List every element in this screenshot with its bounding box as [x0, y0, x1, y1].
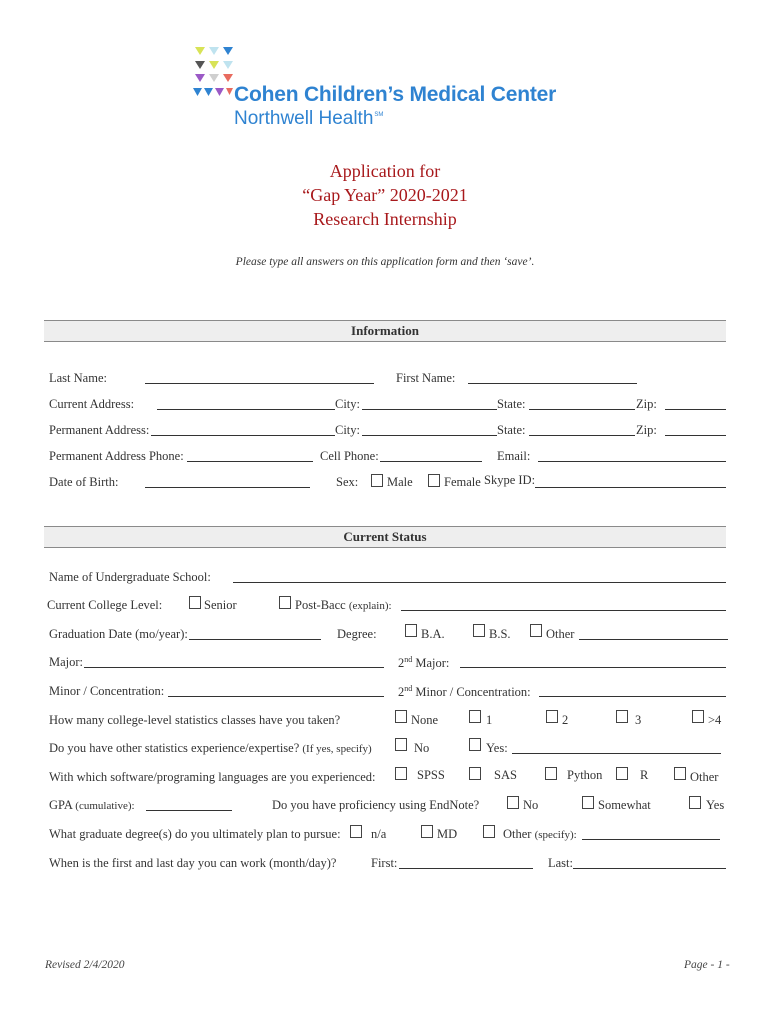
- current-state-label: State:: [497, 397, 526, 411]
- degree-na-label: n/a: [371, 827, 387, 841]
- other-software-label: Other: [690, 770, 719, 784]
- form-title-line2: “Gap Year” 2020-2021: [302, 185, 468, 205]
- stats-3-checkbox[interactable]: [616, 710, 628, 723]
- stats-2-label: 2: [562, 713, 569, 727]
- major-field[interactable]: [84, 667, 384, 668]
- degree-md-label: MD: [437, 827, 458, 841]
- sas-label: SAS: [494, 768, 517, 782]
- degree-other-label: Other (specify):: [503, 827, 577, 841]
- stats-none-checkbox[interactable]: [395, 710, 407, 723]
- r-label: R: [640, 768, 649, 782]
- current-zip-label: Zip:: [636, 397, 657, 411]
- stats-3-label: 3: [635, 713, 642, 727]
- endnote-no-checkbox[interactable]: [507, 796, 519, 809]
- form-title-line3: Research Internship: [313, 209, 457, 229]
- female-checkbox[interactable]: [428, 474, 440, 487]
- endnote-yes-label: Yes: [706, 798, 725, 812]
- other-degree-label: Other: [546, 627, 575, 641]
- sex-label: Sex:: [336, 475, 359, 489]
- skype-field[interactable]: [535, 487, 726, 488]
- second-major-field[interactable]: [460, 667, 726, 668]
- current-city-field[interactable]: [362, 409, 497, 410]
- school-label: Name of Undergraduate School:: [49, 570, 211, 584]
- endnote-somewhat-label: Somewhat: [598, 798, 651, 812]
- grad-date-field[interactable]: [189, 639, 321, 640]
- python-label: Python: [567, 768, 603, 782]
- page-number: Page - 1 -: [684, 959, 730, 971]
- dob-field[interactable]: [145, 487, 310, 488]
- stats-exp-yes-label: Yes:: [486, 741, 508, 755]
- gpa-label: GPA (cumulative):: [49, 798, 135, 812]
- degree-label: Degree:: [337, 627, 377, 641]
- work-days-question: When is the first and last day you can work (month/day)?: [49, 856, 337, 870]
- current-state-field[interactable]: [529, 409, 635, 410]
- major-label: Major:: [49, 655, 84, 669]
- sas-checkbox[interactable]: [469, 767, 481, 780]
- last-name-field[interactable]: [145, 383, 374, 384]
- endnote-somewhat-checkbox[interactable]: [582, 796, 594, 809]
- degree-other-checkbox[interactable]: [483, 825, 495, 838]
- other-degree-checkbox[interactable]: [530, 624, 542, 637]
- bs-label: B.S.: [489, 627, 511, 641]
- cell-phone-field[interactable]: [380, 461, 482, 462]
- endnote-yes-checkbox[interactable]: [689, 796, 701, 809]
- email-label: Email:: [497, 449, 531, 463]
- other-software-checkbox[interactable]: [674, 767, 686, 780]
- bs-checkbox[interactable]: [473, 624, 485, 637]
- skype-label: Skype ID:: [484, 473, 536, 487]
- second-major-label: 2nd Major:: [398, 655, 450, 671]
- logo-triangle-mark-icon: [193, 45, 233, 101]
- first-name-field[interactable]: [468, 383, 637, 384]
- last-day-label: Last:: [548, 856, 573, 870]
- permanent-zip-label: Zip:: [636, 423, 657, 437]
- female-label: Female: [444, 475, 481, 489]
- stats-exp-yes-field[interactable]: [512, 753, 721, 754]
- senior-checkbox[interactable]: [189, 596, 201, 609]
- current-address-field[interactable]: [157, 409, 335, 410]
- first-day-label: First:: [371, 856, 398, 870]
- permanent-phone-field[interactable]: [187, 461, 313, 462]
- stats-question: How many college-level statistics classes have you taken?: [49, 713, 341, 727]
- stats-exp-yes-checkbox[interactable]: [469, 738, 481, 751]
- current-zip-field[interactable]: [665, 409, 726, 410]
- gpa-field[interactable]: [146, 810, 232, 811]
- ba-label: B.A.: [421, 627, 445, 641]
- stats-exp-no-label: No: [414, 741, 430, 755]
- grad-date-label: Graduation Date (mo/year):: [49, 627, 188, 641]
- logo: [193, 45, 593, 135]
- service-mark: SM: [374, 112, 384, 118]
- endnote-no-label: No: [523, 798, 539, 812]
- software-question: With which software/programing languages are you experienced:: [49, 770, 376, 784]
- spss-label: SPSS: [417, 768, 445, 782]
- current-status-header: Current Status: [44, 526, 726, 548]
- stats-1-label: 1: [486, 713, 493, 727]
- permanent-address-field[interactable]: [151, 435, 335, 436]
- postbacc-label: Post-Bacc (explain):: [295, 598, 392, 612]
- postbacc-explain-field[interactable]: [401, 610, 726, 611]
- logo-subtitle: Northwell Health℠: [234, 108, 384, 129]
- permanent-phone-label: Permanent Address Phone:: [49, 449, 184, 463]
- male-label: Male: [387, 475, 413, 489]
- current-address-label: Current Address:: [49, 397, 135, 411]
- school-field[interactable]: [233, 582, 726, 583]
- degree-other-field[interactable]: [582, 839, 720, 840]
- stats-exp-no-checkbox[interactable]: [395, 738, 407, 751]
- permanent-state-field[interactable]: [529, 435, 635, 436]
- second-minor-field[interactable]: [539, 696, 726, 697]
- current-city-label: City:: [335, 397, 361, 411]
- minor-field[interactable]: [168, 696, 384, 697]
- degree-md-checkbox[interactable]: [421, 825, 433, 838]
- second-minor-label: 2nd Minor / Concentration:: [398, 684, 531, 700]
- permanent-address-label: Permanent Address:: [49, 423, 150, 437]
- endnote-question: Do you have proficiency using EndNote?: [272, 798, 480, 812]
- minor-label: Minor / Concentration:: [49, 684, 165, 698]
- degree-na-checkbox[interactable]: [350, 825, 362, 838]
- permanent-state-label: State:: [497, 423, 526, 437]
- postbacc-checkbox[interactable]: [279, 596, 291, 609]
- stats-4plus-checkbox[interactable]: [692, 710, 704, 723]
- cell-phone-label: Cell Phone:: [320, 449, 379, 463]
- first-name-label: First Name:: [396, 371, 456, 385]
- male-checkbox[interactable]: [371, 474, 383, 487]
- other-degree-field[interactable]: [579, 639, 728, 640]
- permanent-city-label: City:: [335, 423, 361, 437]
- first-day-field[interactable]: [399, 868, 533, 869]
- last-name-label: Last Name:: [49, 371, 107, 385]
- stats-none-label: None: [411, 713, 439, 727]
- email-field[interactable]: [538, 461, 726, 462]
- form-title-line1: Application for: [329, 161, 441, 181]
- stats-1-checkbox[interactable]: [469, 710, 481, 723]
- spss-checkbox[interactable]: [395, 767, 407, 780]
- r-checkbox[interactable]: [616, 767, 628, 780]
- revised-date: Revised 2/4/2020: [45, 959, 125, 971]
- last-day-field[interactable]: [573, 868, 726, 869]
- information-header: Information: [44, 320, 726, 342]
- instructions: Please type all answers on this application form and then ‘save’.: [235, 256, 535, 268]
- permanent-zip-field[interactable]: [665, 435, 726, 436]
- logo-name: Cohen Children’s Medical Center: [234, 83, 557, 106]
- python-checkbox[interactable]: [545, 767, 557, 780]
- permanent-city-field[interactable]: [362, 435, 497, 436]
- stats-experience-question: Do you have other statistics experience/expertise? (If yes, specify): [49, 741, 372, 755]
- college-level-label: Current College Level:: [47, 598, 163, 612]
- ba-checkbox[interactable]: [405, 624, 417, 637]
- senior-label: Senior: [204, 598, 237, 612]
- degree-plan-question: What graduate degree(s) do you ultimately plan to pursue:: [49, 827, 341, 841]
- dob-label: Date of Birth:: [49, 475, 119, 489]
- stats-2-checkbox[interactable]: [546, 710, 558, 723]
- stats-4plus-label: >4: [708, 713, 722, 727]
